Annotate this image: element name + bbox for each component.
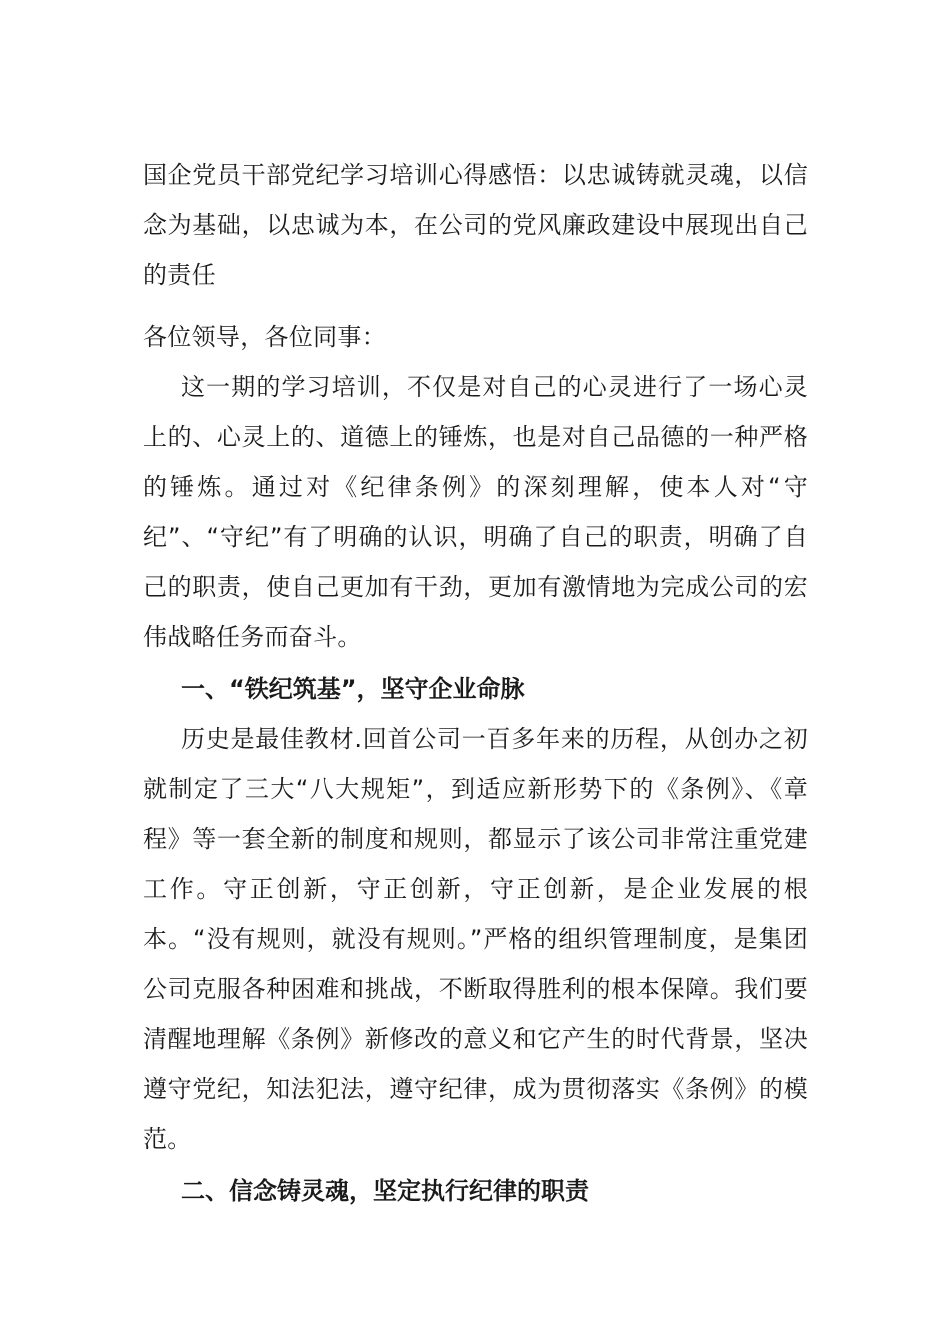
document-page: [143, 150, 808, 1216]
section-heading-2: 二、信念铸灵魂，坚定执行纪律的职责: [181, 1177, 589, 1205]
intro-paragraph: 这一期的学习培训，不仅是对自己的心灵进行了一场心灵上的、心灵上的、道德上的锤炼，也是对自己品德的一种严格的锤炼。通过对《纪律条例》的深刻理解，使本人对“守纪”、“守纪”有了明确的认识，明确了自己的职责，明确了自己的职责，使自己更加有干劲，更加有激情地为完成公司的宏伟战略任务而奋斗。: [143, 373, 808, 651]
section-body-1: 历史是最佳教材.回首公司一百多年来的历程，从创办之初就制定了三大“八大规矩”，到适应新形势下的《条例》、《章程》等一套全新的制度和规则，都显示了该公司非常注重党建工作。守正创新，守正创新，守正创新，是企业发展的根本。“没有规则，就没有规则。”严格的组织管理制度，是集团公司克服各种困难和挑战，不断取得胜利的根本保障。我们要清醒地理解《条例》新修改的意义和它产生的时代背景，坚决遵守党纪，知法犯法，遵守纪律，成为贯彻落实《条例》的模范。: [143, 725, 808, 1153]
document-title: 国企党员干部党纪学习培训心得感悟：以忠诚铸就灵魂，以信念为基础，以忠诚为本，在公司的党风廉政建设中展现出自己的责任: [143, 161, 808, 289]
greeting: 各位领导，各位同事：: [143, 323, 386, 351]
section-heading-1: 一、“铁纪筑基”，坚守企业命脉: [181, 675, 525, 703]
